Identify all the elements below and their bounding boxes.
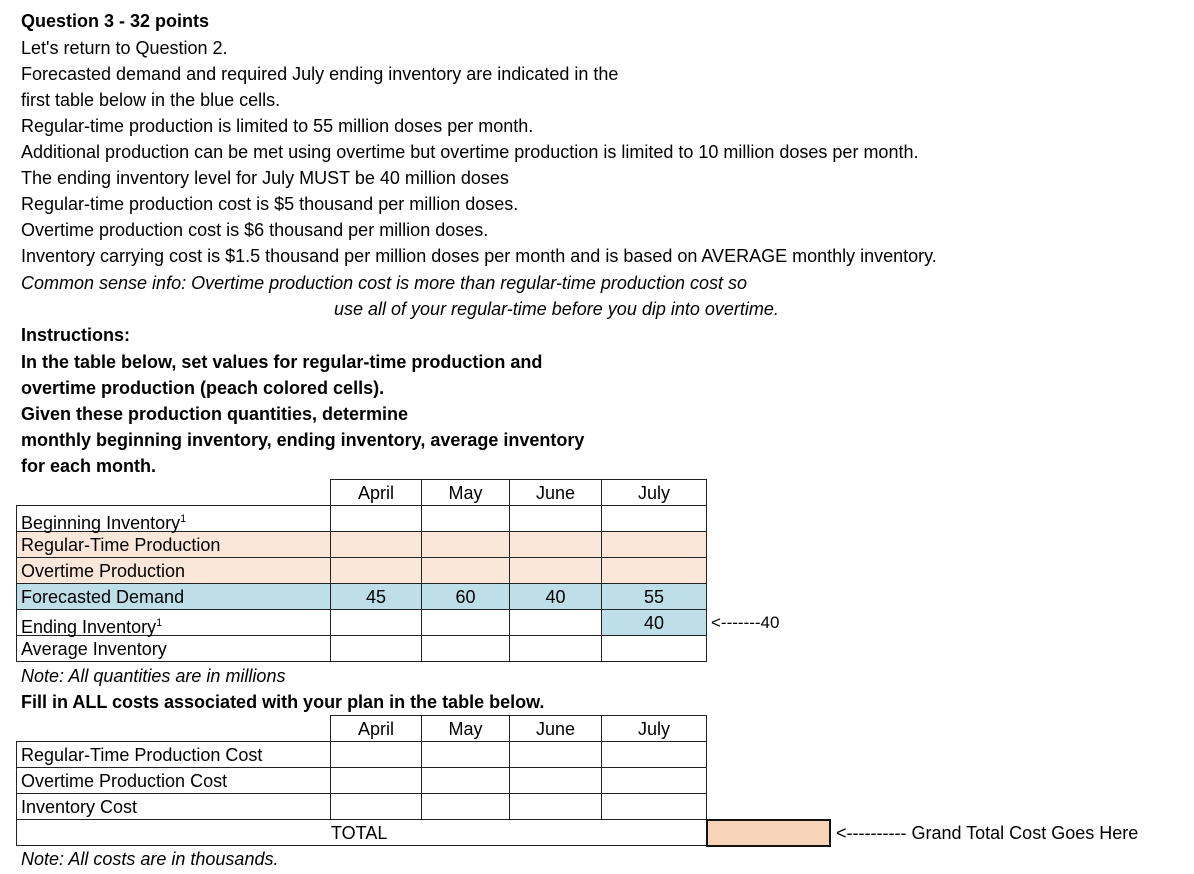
grand-total-cell[interactable] xyxy=(706,819,831,847)
regular-time-production-june[interactable] xyxy=(509,531,602,558)
demand-value-may: 60 xyxy=(455,587,476,607)
beginning-inventory-april[interactable] xyxy=(330,505,422,532)
regular-time-cost-may[interactable] xyxy=(421,741,510,768)
beginning-inventory-may[interactable] xyxy=(421,505,510,532)
month-header-may: May xyxy=(448,483,483,503)
regular-time-production-july[interactable] xyxy=(601,531,707,558)
row-label-beginning-inventory: Beginning Inventory$^1$ xyxy=(21,513,187,533)
quantities-note: Note: All quantities are in millions xyxy=(21,666,286,686)
instructions-line: In the table below, set values for regular-time production and xyxy=(21,352,543,372)
average-inventory-april[interactable] xyxy=(330,635,422,662)
beginning-inventory-june[interactable] xyxy=(509,505,602,532)
row-label-regular-time-production: Regular-Time Production xyxy=(21,535,221,555)
cost-month-header-may: May xyxy=(448,719,483,739)
question-line: Forecasted demand and required July ending inventory are indicated in the xyxy=(21,64,619,84)
instructions-line: Given these production quantities, determine xyxy=(21,404,409,424)
question-line: Overtime production cost is $6 thousand per million doses. xyxy=(21,220,489,240)
inventory-cost-july[interactable] xyxy=(601,793,707,820)
total-label: TOTAL xyxy=(331,823,388,843)
regular-time-production-april[interactable] xyxy=(330,531,422,558)
inventory-cost-may[interactable] xyxy=(421,793,510,820)
regular-time-cost-april[interactable] xyxy=(330,741,422,768)
row-label-inventory-cost: Inventory Cost xyxy=(21,797,138,817)
overtime-cost-may[interactable] xyxy=(421,767,510,794)
regular-time-cost-june[interactable] xyxy=(509,741,602,768)
average-inventory-june[interactable] xyxy=(509,635,602,662)
ending-inventory-may[interactable] xyxy=(421,609,510,636)
row-label-regular-time-cost: Regular-Time Production Cost xyxy=(21,745,263,765)
average-inventory-may[interactable] xyxy=(421,635,510,662)
cost-month-header-july: July xyxy=(637,719,670,739)
ending-inventory-june[interactable] xyxy=(509,609,602,636)
question-line: Additional production can be met using overtime but overtime production is limited to 10 million doses per month. xyxy=(21,142,919,162)
instructions-line: overtime production (peach colored cells). xyxy=(21,378,385,398)
overtime-cost-june[interactable] xyxy=(509,767,602,794)
question-line: first table below in the blue cells. xyxy=(21,90,281,110)
month-header-june: June xyxy=(535,483,576,503)
regular-time-cost-july[interactable] xyxy=(601,741,707,768)
ending-inventory-arrow-note: <-------40 xyxy=(711,613,780,632)
row-label-overtime-production: Overtime Production xyxy=(21,561,186,581)
common-sense-note: Common sense info: Overtime production cost is more than regular-time production cost so xyxy=(21,273,747,293)
row-label-average-inventory: Average Inventory xyxy=(21,639,167,659)
row-label-ending-inventory: Ending Inventory$^1$ xyxy=(21,617,163,637)
average-inventory-july[interactable] xyxy=(601,635,707,662)
overtime-cost-april[interactable] xyxy=(330,767,422,794)
costs-heading: Fill in ALL costs associated with your plan in the table below. xyxy=(21,692,545,712)
question-line: Regular-time production is limited to 55 million doses per month. xyxy=(21,116,534,136)
demand-value-july: 55 xyxy=(643,587,665,607)
ending-inventory-april[interactable] xyxy=(330,609,422,636)
grand-total-note: <---------- Grand Total Cost Goes Here xyxy=(836,823,1139,843)
row-label-overtime-cost: Overtime Production Cost xyxy=(21,771,228,791)
overtime-production-july[interactable] xyxy=(601,557,707,584)
overtime-cost-july[interactable] xyxy=(601,767,707,794)
july-ending-value: 40 xyxy=(643,613,665,633)
inventory-cost-june[interactable] xyxy=(509,793,602,820)
overtime-production-may[interactable] xyxy=(421,557,510,584)
question-line: Let's return to Question 2. xyxy=(21,38,228,58)
instructions-line: for each month. xyxy=(21,456,157,476)
instructions-heading: Instructions: xyxy=(21,325,131,345)
cost-month-header-june: June xyxy=(535,719,576,739)
question-line: The ending inventory level for July MUST be 40 million doses xyxy=(21,168,509,188)
month-header-july: July xyxy=(637,483,670,503)
instructions-line: monthly beginning inventory, ending inventory, average inventory xyxy=(21,430,585,450)
question-line: Inventory carrying cost is $1.5 thousand per million doses per month and is based on AVERAGE monthly inventory. xyxy=(21,246,937,266)
overtime-production-april[interactable] xyxy=(330,557,422,584)
overtime-production-june[interactable] xyxy=(509,557,602,584)
question-line: Regular-time production cost is $5 thousand per million doses. xyxy=(21,194,519,214)
row-label-forecasted-demand: Forecasted Demand xyxy=(21,587,185,607)
demand-value-june: 40 xyxy=(545,587,566,607)
beginning-inventory-july[interactable] xyxy=(601,505,707,532)
regular-time-production-may[interactable] xyxy=(421,531,510,558)
question-title: Question 3 - 32 points xyxy=(21,11,210,31)
demand-value-april: 45 xyxy=(365,587,387,607)
inventory-cost-april[interactable] xyxy=(330,793,422,820)
common-sense-note-cont: use all of your regular-time before you dip into overtime. xyxy=(334,299,779,319)
month-header-april: April xyxy=(357,483,394,503)
cost-month-header-april: April xyxy=(357,719,394,739)
costs-note: Note: All costs are in thousands. xyxy=(21,849,279,869)
